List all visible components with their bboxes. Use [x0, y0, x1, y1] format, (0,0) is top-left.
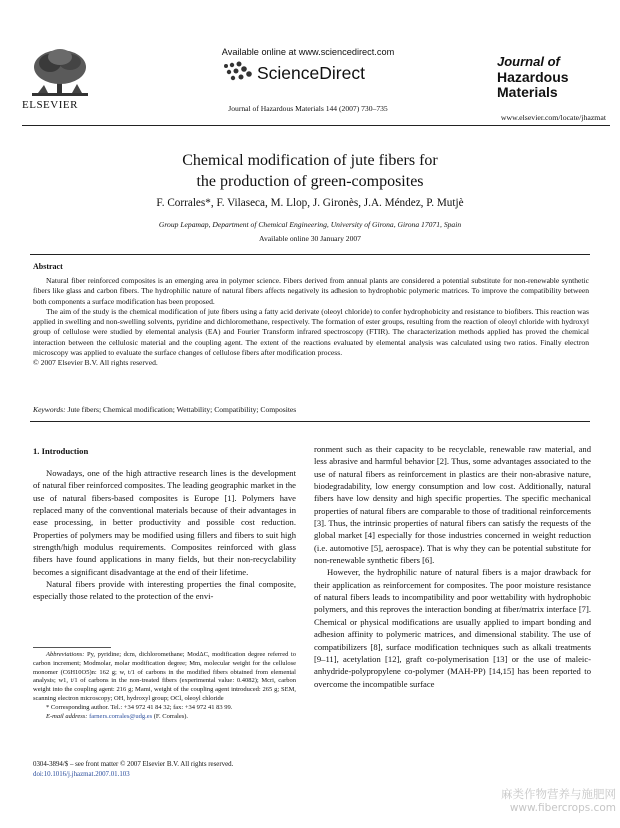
title-line: Chemical modification of jute fibers for [182, 152, 438, 169]
email-label: E-mail address: [46, 712, 88, 720]
publisher-name: ELSEVIER [22, 99, 78, 111]
site-watermark [470, 787, 616, 815]
intro-paragraph: However, the hydrophilic nature of natural fibers is a major drawback for their application as reinforcement for composites. The poor moisture resistance of natural fibers leads to incompatibility and poor wettability with hydrophobic polymers, and this reproves the interaction bonding at fiber/matrix interface [7]. Chemical or physical modifications are usually applied to impart bonding and adhesion affinity to polymeric matrices, and dimensional stability. The use of compatibilizers [8], surface modification techniques such as alkali treatments [9–11], acetylation [12], graft co-polymerisation [13] or the use of maleic-anhydride-polypropylene co-polymer (MAH-PP) [14,15] has been reported to overcome the incompatible surface [314, 567, 591, 689]
sciencedirect-dots-icon [222, 60, 256, 84]
email-after: (F. Corrales). [153, 712, 189, 720]
footnote-rule [33, 647, 111, 648]
author-list [60, 197, 560, 209]
journal-citation: Journal of Hazardous Materials 144 (2007) 730–735 [228, 104, 388, 113]
email-link[interactable]: farners.corrales@udg.es [89, 712, 153, 720]
abbreviations-label: Abbreviations: [46, 651, 85, 658]
intro-paragraph: Natural fibers provide with interesting properties the final composite, especially those related to the protection of the envi- [33, 579, 296, 602]
abstract-top-rule [30, 254, 590, 255]
available-date: Available online 30 January 2007 [259, 234, 361, 243]
intro-paragraph: ronment such as their capacity to be recyclable, renewable raw material, and less abrasive and harmful behavior [2]. Thus, some advantages associated to the use of natural fibers as reinforcement in plastics are their non-abrasive nature, biodegradability, low energy consumption and low cost. Additionally, natural fibers have low density and high specific properties. The specific mechanical properties of natural fibers are comparable to those of traditional reinforcements [3]. Thus, the intrinsic properties of natural fibers can satisfy the requests of the global market [4] especially for those industries concerned in weight reduction (i.e. automotive [5], aerospace). That is why they can be potential substitute for non-renewable synthetic fibers [6]. [314, 444, 591, 566]
journal-logo-line: Materials [497, 84, 558, 100]
abstract-heading: Abstract [33, 262, 63, 271]
watermark-line: 麻类作物营养与施肥网 [501, 787, 616, 801]
corresponding-author: * Corresponding author. Tel.: +34 972 41 84 32; fax: +34 972 41 83 99. [46, 703, 233, 711]
header-rule [22, 125, 610, 126]
keywords [33, 405, 589, 415]
email-line [33, 713, 296, 722]
doi-link[interactable]: doi:10.1016/j.jhazmat.2007.01.103 [33, 771, 130, 778]
abbreviations-text: Py, pyridine; dcm, dichloromethane; ModΔC, modification degree referred to carbon increment; Modmolar, molar modification degree; Mm, molecular weight for the cellulose monomer (C6H10O5)n: 162 g; w, t/1 of carbons in the modified fibers obtained from elemental analysis; w1, t/1 of carbons in the non-treated fibers (experimental value: 0.4082); Mcri, carbon weight into the coupling agent: 216 g; Mami, weight of the coupling agent introduced: 265 g; SEM, scanning electron microscopy; OH, hydroxyl group; OCl, oleoyl chloride [33, 651, 296, 702]
journal-logo [497, 54, 597, 101]
intro-paragraph: Nowadays, one of the high attractive research lines is the development of natural fiber reinforced composites. The leading geographic market in the use of natural fibers-based composites is Europe [1]. Polymers have replaced many of the conventional materials because of their advantages in ease processing, in better productivity and possible cost reduction. Properties of polymers may be modified using fillers and fibers to suit high strength/high modulus requirements. Composites reinforced with glass fibers have found applications in many fields, but their non-recyclability becomes a significant disadvantage at the end of their lifetime. [33, 468, 296, 577]
title-line: the production of green-composites [196, 173, 424, 190]
watermark-line: www.fibercrops.com [509, 802, 616, 814]
journal-url: www.elsevier.com/locate/jhazmat [500, 113, 606, 122]
journal-logo-line: Journal of [497, 54, 560, 69]
left-column [33, 467, 296, 603]
article-title [90, 150, 530, 192]
abstract-bottom-rule [30, 421, 590, 422]
footnotes [33, 651, 296, 721]
abstract-paragraph: Natural fiber reinforced composites is an emerging area in polymer science. Fibers derived from annual plants are considered a potential substitute for non-renewable synthetic fibers like glass and carbon fibers. The hydrophilic nature of natural fibers affects negatively its adhesion to hydrophobic polymeric matrices. To improve the compatibility between both components a surface modification has been proposed. [33, 276, 589, 306]
intro-heading: 1. Introduction [33, 446, 89, 456]
keywords-label: Keywords: [33, 405, 66, 414]
keywords-list: Jute fibers; Chemical modification; Wettability; Compatibility; Composites [67, 405, 297, 414]
copyright: © 2007 Elsevier B.V. All rights reserved. [33, 358, 158, 368]
elsevier-tree-logo [30, 47, 90, 99]
first-author: F. Corrales [156, 197, 206, 209]
affiliation: Group Lepamap, Department of Chemical Engineering, University of Girona, Girona 17071, Spain [158, 220, 462, 229]
sciencedirect-brand: ScienceDirect [257, 63, 365, 83]
journal-logo-line: Hazardous [497, 68, 569, 85]
other-authors: , F. Vilaseca, M. Llop, J. Gironès, J.A. Méndez, P. Mutjè [210, 197, 464, 209]
corresponding-star: * [205, 197, 211, 209]
right-column [314, 443, 591, 690]
front-matter-line: 0304-3894/$ – see front matter © 2007 Elsevier B.V. All rights reserved. [33, 761, 234, 768]
abstract-paragraph: The aim of the study is the chemical modification of jute fibers using a fatty acid derivate (oleoyl chloride) to confer hydrophobicity and resistance to biofibers. This reaction was applied in swelling and non-swelling solvents, pyridine and dichloromethane, respectively. The formation of ester groups, resulting from the reaction of oleoyl chloride with hydroxyl group of cellulose were studied by elemental analysis (EA) and Fourier Transform infrared spectroscopy (FTIR). The characterization methods applied has proved the chemical interaction between the cellulosic material and the coupling agent. The extent of the reactions evaluated by elemental analysis was calculated using two ratios. Finally electron microscopy was applied to evaluate the surface changes of cellulose fibers after modification process. [33, 306, 589, 358]
abstract-body [33, 276, 589, 369]
abbreviations [33, 651, 296, 704]
available-online-line: Available online at www.sciencedirect.com [221, 47, 395, 57]
front-matter [33, 760, 233, 780]
